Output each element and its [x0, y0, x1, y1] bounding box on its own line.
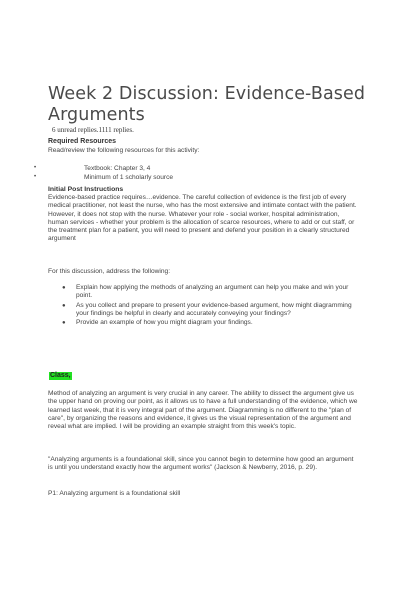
list-item — [62, 302, 360, 319]
response-quote: "Analyzing arguments is a foundational skill, since you cannot begin to determine how good an argument is until you understand exactly how the argument works" (Jackson & Newberry, 2016, p. 29). — [48, 456, 354, 472]
list-item — [62, 319, 360, 327]
initial-post-heading: Initial Post Instructions — [48, 186, 124, 193]
bullet-icon: • — [34, 174, 37, 180]
bullet-text: Provide an example of how you might diagram your findings. — [76, 319, 253, 327]
resource-text: Textbook: Chapter 3, 4 — [84, 165, 151, 172]
response-premise: P1: Analyzing argument is a foundational skill — [48, 490, 181, 497]
page-title: Week 2 Discussion: Evidence-Based Arguments — [48, 84, 366, 125]
bullet-icon: • — [34, 165, 37, 171]
response-paragraph: Method of analyzing an argument is very crucial in any career. The ability to dissect the argument give us the upper hand on proving our point, as it allows us to have a full understanding of the evidence, which we learned last week, that it is very integral part of the argument. Diagramming is no different to the "plan of care", by organizing the reasons and evidence, it gives us the visual representation of the argument and reveal what are implied. I will be providing an example straight from this week's topic. — [48, 390, 358, 431]
required-resources-heading: Required Resources — [48, 138, 117, 145]
highlighted-salutation: Class, — [50, 372, 71, 379]
bullet-icon: ● — [62, 320, 66, 327]
instructions-bullets — [62, 284, 360, 328]
list-item — [62, 284, 360, 301]
replies-count[interactable]: 6 unread replies.1111 replies. — [52, 126, 134, 134]
instructions-paragraph: Evidence-based practice requires…evidence. The careful collection of evidence is the first job of every medical practitioner, not least the nurse, who has the most extensive and intimate contact with the patient. However, it does not stop with the nurse. Whatever your role - social worker, hospital administration, human services - whether your problem is the allocation of scarce resources, where to add or cut staff, or the treatment plan for a patient, you will need to present and defend your position in a clearly structured argument — [48, 194, 357, 243]
bullet-text: As you collect and prepare to present your evidence-based argument, how might diagramming your findings be helpful in clearly and accurately conveying your findings? — [76, 301, 352, 317]
bullet-text: Explain how applying the methods of analyzing an argument can help you make and win your point. — [76, 284, 349, 300]
bullet-icon: ● — [62, 285, 66, 291]
resource-text: Minimum of 1 scholarly source — [84, 174, 174, 181]
required-resources-subtitle: Read/review the following resources for this activity: — [48, 147, 200, 154]
bullet-icon: ● — [62, 302, 66, 309]
instructions-intro: For this discussion, address the following: — [48, 268, 171, 275]
